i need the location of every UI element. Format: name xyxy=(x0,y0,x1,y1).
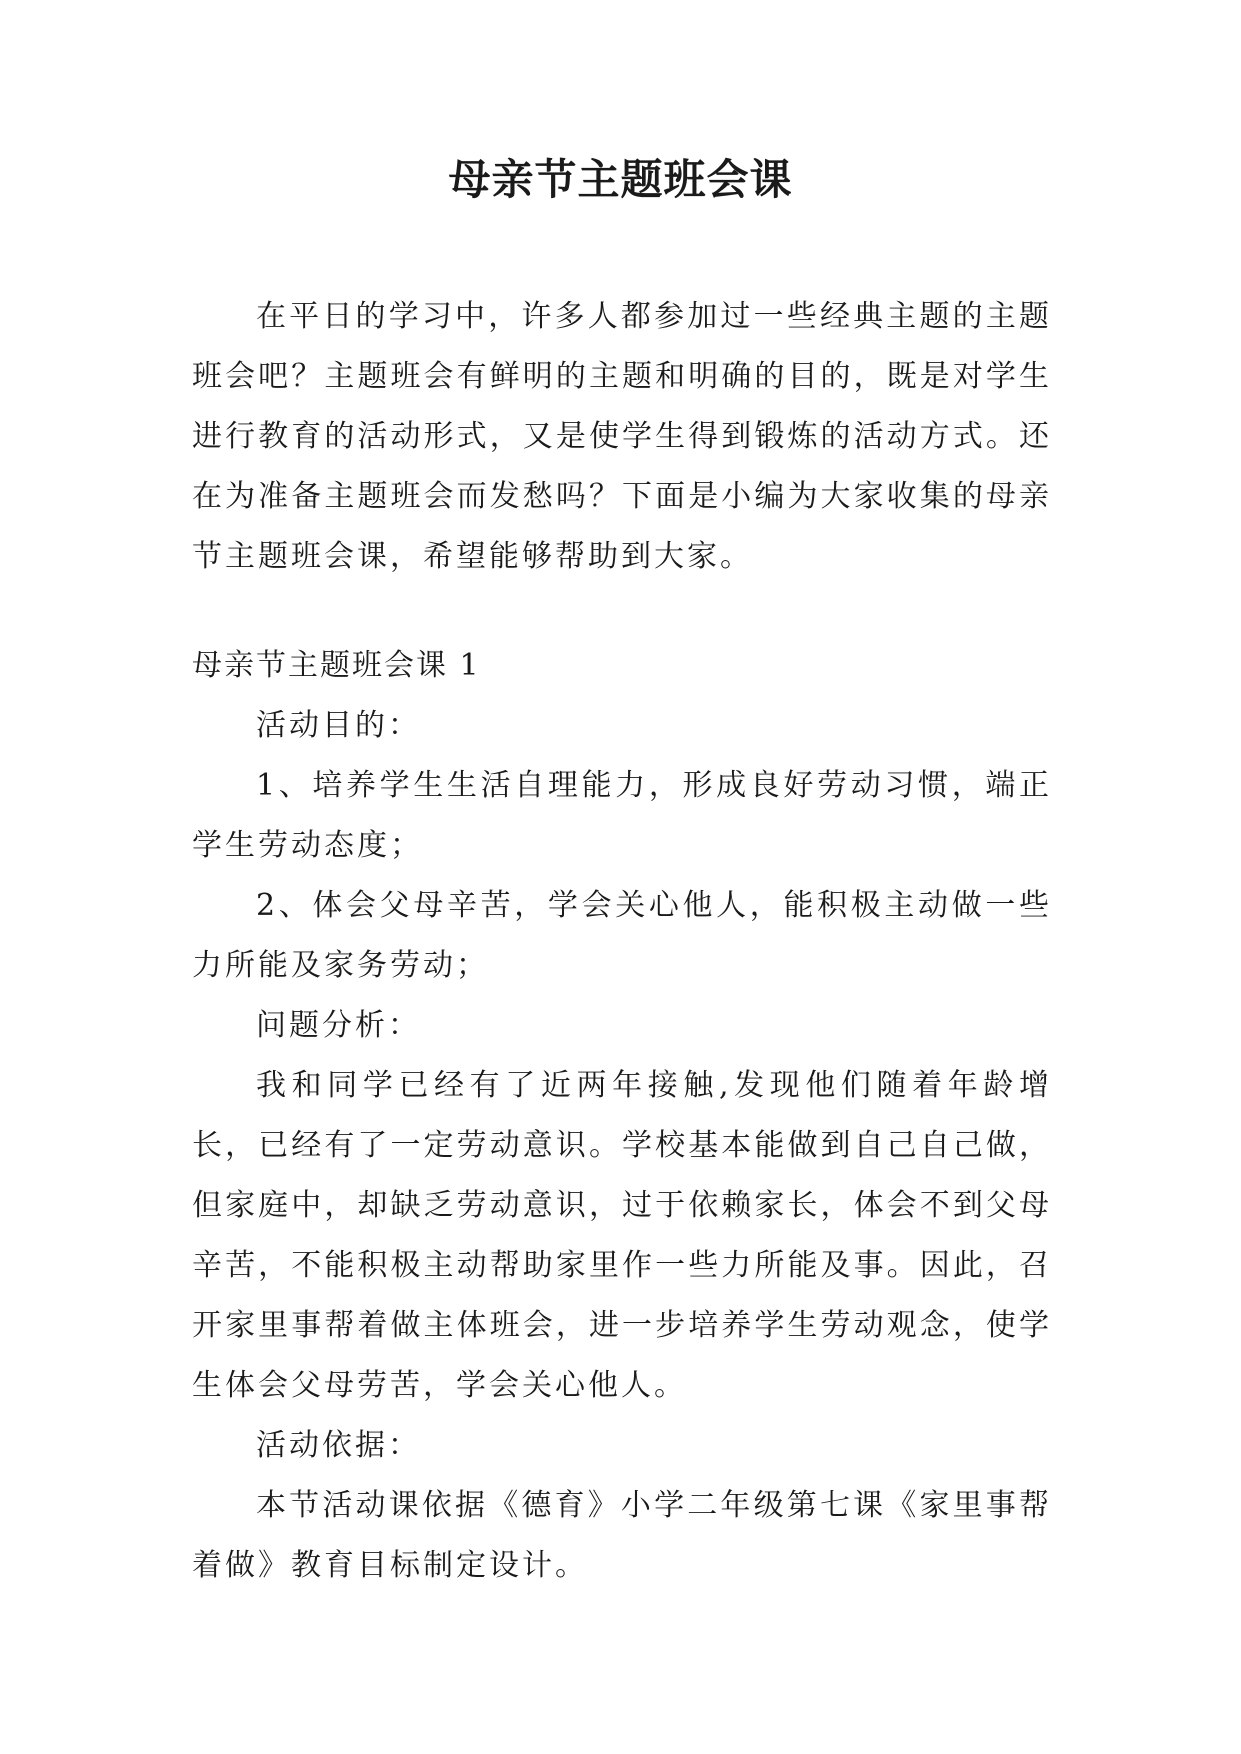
basis-paragraph: 本节活动课依据《德育》小学二年级第七课《家里事帮着做》教育目标制定设计。 xyxy=(192,1488,1052,1583)
section-heading: 母亲节主题班会课 1 xyxy=(192,648,481,683)
document-title: 母亲节主题班会课 xyxy=(448,155,793,204)
section-1 xyxy=(192,636,1052,1596)
basis-label: 活动依据： xyxy=(256,1428,421,1463)
analysis-label: 问题分析： xyxy=(256,1008,421,1043)
goal-item-1: 1、培养学生生活自理能力，形成良好劳动习惯，端正学生劳动态度； xyxy=(192,768,1052,863)
goal-item-2: 2、体会父母辛苦，学会关心他人，能积极主动做一些力所能及家务劳动； xyxy=(192,888,1052,983)
intro-paragraph: 在平日的学习中，许多人都参加过一些经典主题的主题班会吧？主题班会有鲜明的主题和明确的目的，既是对学生进行教育的活动形式，又是使学生得到锻炼的活动方式。还在为准备主题班会而发愁吗？下面是小编为大家收集的母亲节主题班会课，希望能够帮助到大家。 xyxy=(192,299,1052,574)
goal-label: 活动目的： xyxy=(256,708,421,743)
analysis-paragraph: 我和同学已经有了近两年接触,发现他们随着年龄增长，已经有了一定劳动意识。学校基本能做到自己自己做，但家庭中，却缺乏劳动意识，过于依赖家长，体会不到父母辛苦，不能积极主动帮助家里作一些力所能及事。因此，召开家里事帮着做主体班会，进一步培养学生劳动观念，使学生体会父母劳苦，学会关心他人。 xyxy=(192,1068,1052,1403)
